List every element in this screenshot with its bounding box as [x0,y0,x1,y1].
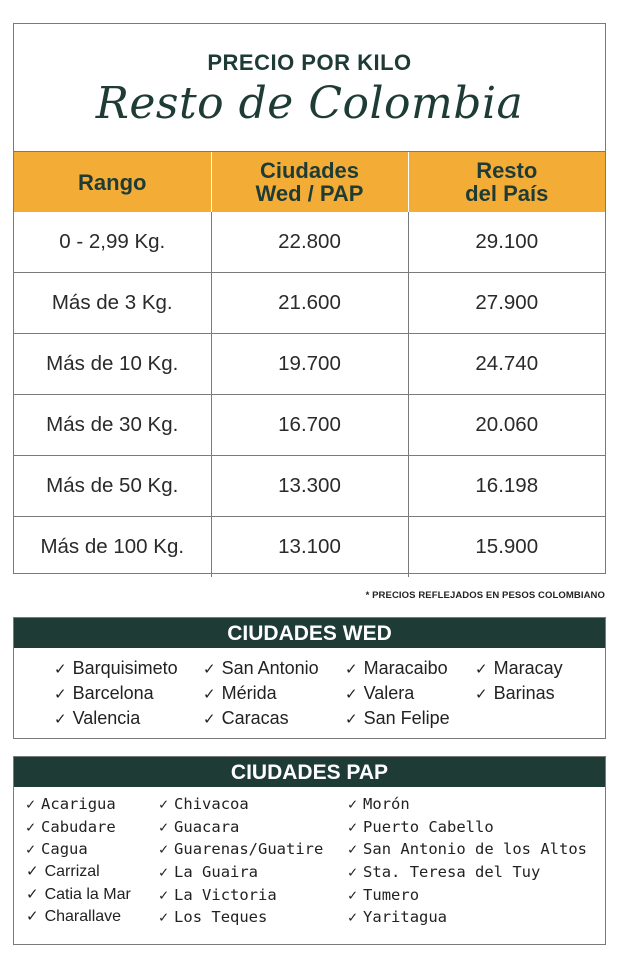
wed-pap-price-cell: 22.800 [211,212,408,273]
check-icon: ✓ [54,661,67,678]
city-item [348,906,587,929]
check-icon: ✓ [159,817,169,836]
city-item [348,838,587,861]
header [14,24,605,152]
city-item [26,838,131,861]
city-name: Puerto Cabello [363,817,494,836]
table-row [14,395,605,456]
wed-pap-price-cell: 21.600 [211,273,408,334]
city-item [203,681,319,706]
city-item [54,681,178,706]
price-card [13,23,606,574]
check-icon: ✓ [345,686,358,703]
city-name: San Antonio [221,658,319,678]
city-name: Cagua [41,840,88,859]
resto-price-cell: 29.100 [475,230,539,253]
city-name: Chivacoa [174,795,249,813]
city-item [345,681,450,706]
city-item [475,656,563,681]
city-name: Catia la Mar [44,885,131,903]
price-table [14,152,605,577]
check-icon: ✓ [348,840,358,859]
range-cell: Más de 10 Kg. [14,334,211,395]
price-table-body [14,212,605,577]
check-icon: ✓ [26,795,36,813]
city-item [348,793,587,816]
city-name: Maracay [493,658,563,678]
check-icon: ✓ [159,863,169,882]
city-name: Barinas [493,683,555,703]
city-name: Caracas [221,708,289,728]
pap-cities-title: CIUDADES PAP [14,757,605,787]
range-cell: 0 - 2,99 Kg. [14,212,211,273]
city-name: Morón [363,795,410,813]
city-name: Barcelona [72,683,154,703]
city-name: Guacara [174,817,240,836]
range-cell: Más de 50 Kg. [14,456,211,517]
wed-column-2 [203,656,319,731]
city-item [54,656,178,681]
check-icon: ✓ [348,795,358,813]
check-icon: ✓ [345,711,358,728]
city-item [348,861,587,884]
check-icon: ✓ [159,840,169,859]
pap-column-1 [26,793,131,929]
city-item [159,793,323,816]
city-item [159,838,323,861]
city-name: Barquisimeto [72,658,178,678]
city-name: Acarigua [41,795,116,813]
check-icon: ✓ [26,885,39,903]
check-icon: ✓ [26,863,39,881]
city-name: La Guaira [174,863,259,882]
check-icon: ✓ [159,795,169,813]
resto-price-cell: 15.900 [408,517,605,578]
city-name: Mérida [221,683,277,703]
column-header-rango: Rango [14,152,211,212]
wed-pap-price-cell: 13.300 [211,456,408,517]
table-row [14,517,605,578]
city-name: Yaritagua [363,908,448,927]
city-name: Guarenas/Guatire [174,840,324,859]
check-icon: ✓ [54,711,67,728]
city-item [348,884,587,907]
city-name: Los Teques [174,908,268,927]
wed-pap-price-cell: 16.700 [211,395,408,456]
check-icon: ✓ [26,817,36,836]
wed-pap-price-cell: 13.100 [211,517,408,578]
header-title: Resto de Colombia [95,78,524,129]
check-icon: ✓ [159,908,169,927]
check-icon: ✓ [26,908,39,926]
city-item [26,906,131,929]
resto-price-cell: 20.060 [408,395,605,456]
wed-column-1 [54,656,178,731]
wed-cities-box [13,617,606,739]
city-item [203,656,319,681]
city-item [203,706,319,731]
city-name: Carrizal [44,863,100,881]
check-icon: ✓ [203,686,216,703]
city-name: Cabudare [41,817,116,836]
check-icon: ✓ [475,686,488,703]
city-item [345,656,450,681]
pap-column-2 [159,793,323,929]
price-table-head [14,152,605,212]
column-header-resto: Resto del País [408,152,605,212]
resto-price-cell: 24.740 [408,334,605,395]
pap-column-3 [348,793,587,929]
check-icon: ✓ [345,661,358,678]
city-name: La Victoria [174,885,277,904]
city-item [475,681,563,706]
range-cell: Más de 3 Kg. [14,273,211,334]
city-name: Tumero [363,885,420,904]
city-name: San Antonio de los Altos [363,840,587,859]
check-icon: ✓ [203,661,216,678]
city-name: Sta. Teresa del Tuy [363,863,541,882]
wed-column-3 [345,656,450,731]
check-icon: ✓ [203,711,216,728]
table-row [14,273,605,334]
city-item [159,861,323,884]
city-name: Charallave [44,908,122,926]
city-item [54,706,178,731]
check-icon: ✓ [54,686,67,703]
city-name: San Felipe [363,708,450,728]
city-item [345,706,450,731]
price-table-header-row [14,152,605,212]
city-item [159,906,323,929]
city-name: Maracaibo [363,658,448,678]
check-icon: ✓ [348,863,358,882]
city-item [348,816,587,839]
table-row [14,212,605,273]
wed-column-4 [475,656,563,706]
city-item [26,884,131,907]
city-name: Valera [363,683,415,703]
city-item [159,816,323,839]
range-cell: Más de 30 Kg. [14,395,211,456]
header-kicker: PRECIO POR KILO [207,50,412,75]
column-header-ciudades: Ciudades Wed / PAP [211,152,408,212]
city-name: Valencia [72,708,141,728]
check-icon: ✓ [348,817,358,836]
city-item [159,884,323,907]
city-item [26,793,131,816]
check-icon: ✓ [348,908,358,927]
range-cell: Más de 100 Kg. [14,517,211,578]
resto-price-cell: 16.198 [408,456,605,517]
wed-pap-price-cell: 19.700 [211,334,408,395]
table-row [14,456,605,517]
check-icon: ✓ [348,885,358,904]
city-item [26,861,131,884]
check-icon: ✓ [159,885,169,904]
check-icon: ✓ [26,840,36,859]
city-item [26,816,131,839]
pap-cities-box [13,756,606,945]
currency-footnote: * PRECIOS REFLEJADOS EN PESOS COLOMBIANO [365,590,605,601]
resto-price-cell: 27.900 [408,273,605,334]
check-icon: ✓ [475,661,488,678]
table-row [14,334,605,395]
wed-cities-title: CIUDADES WED [14,618,605,648]
